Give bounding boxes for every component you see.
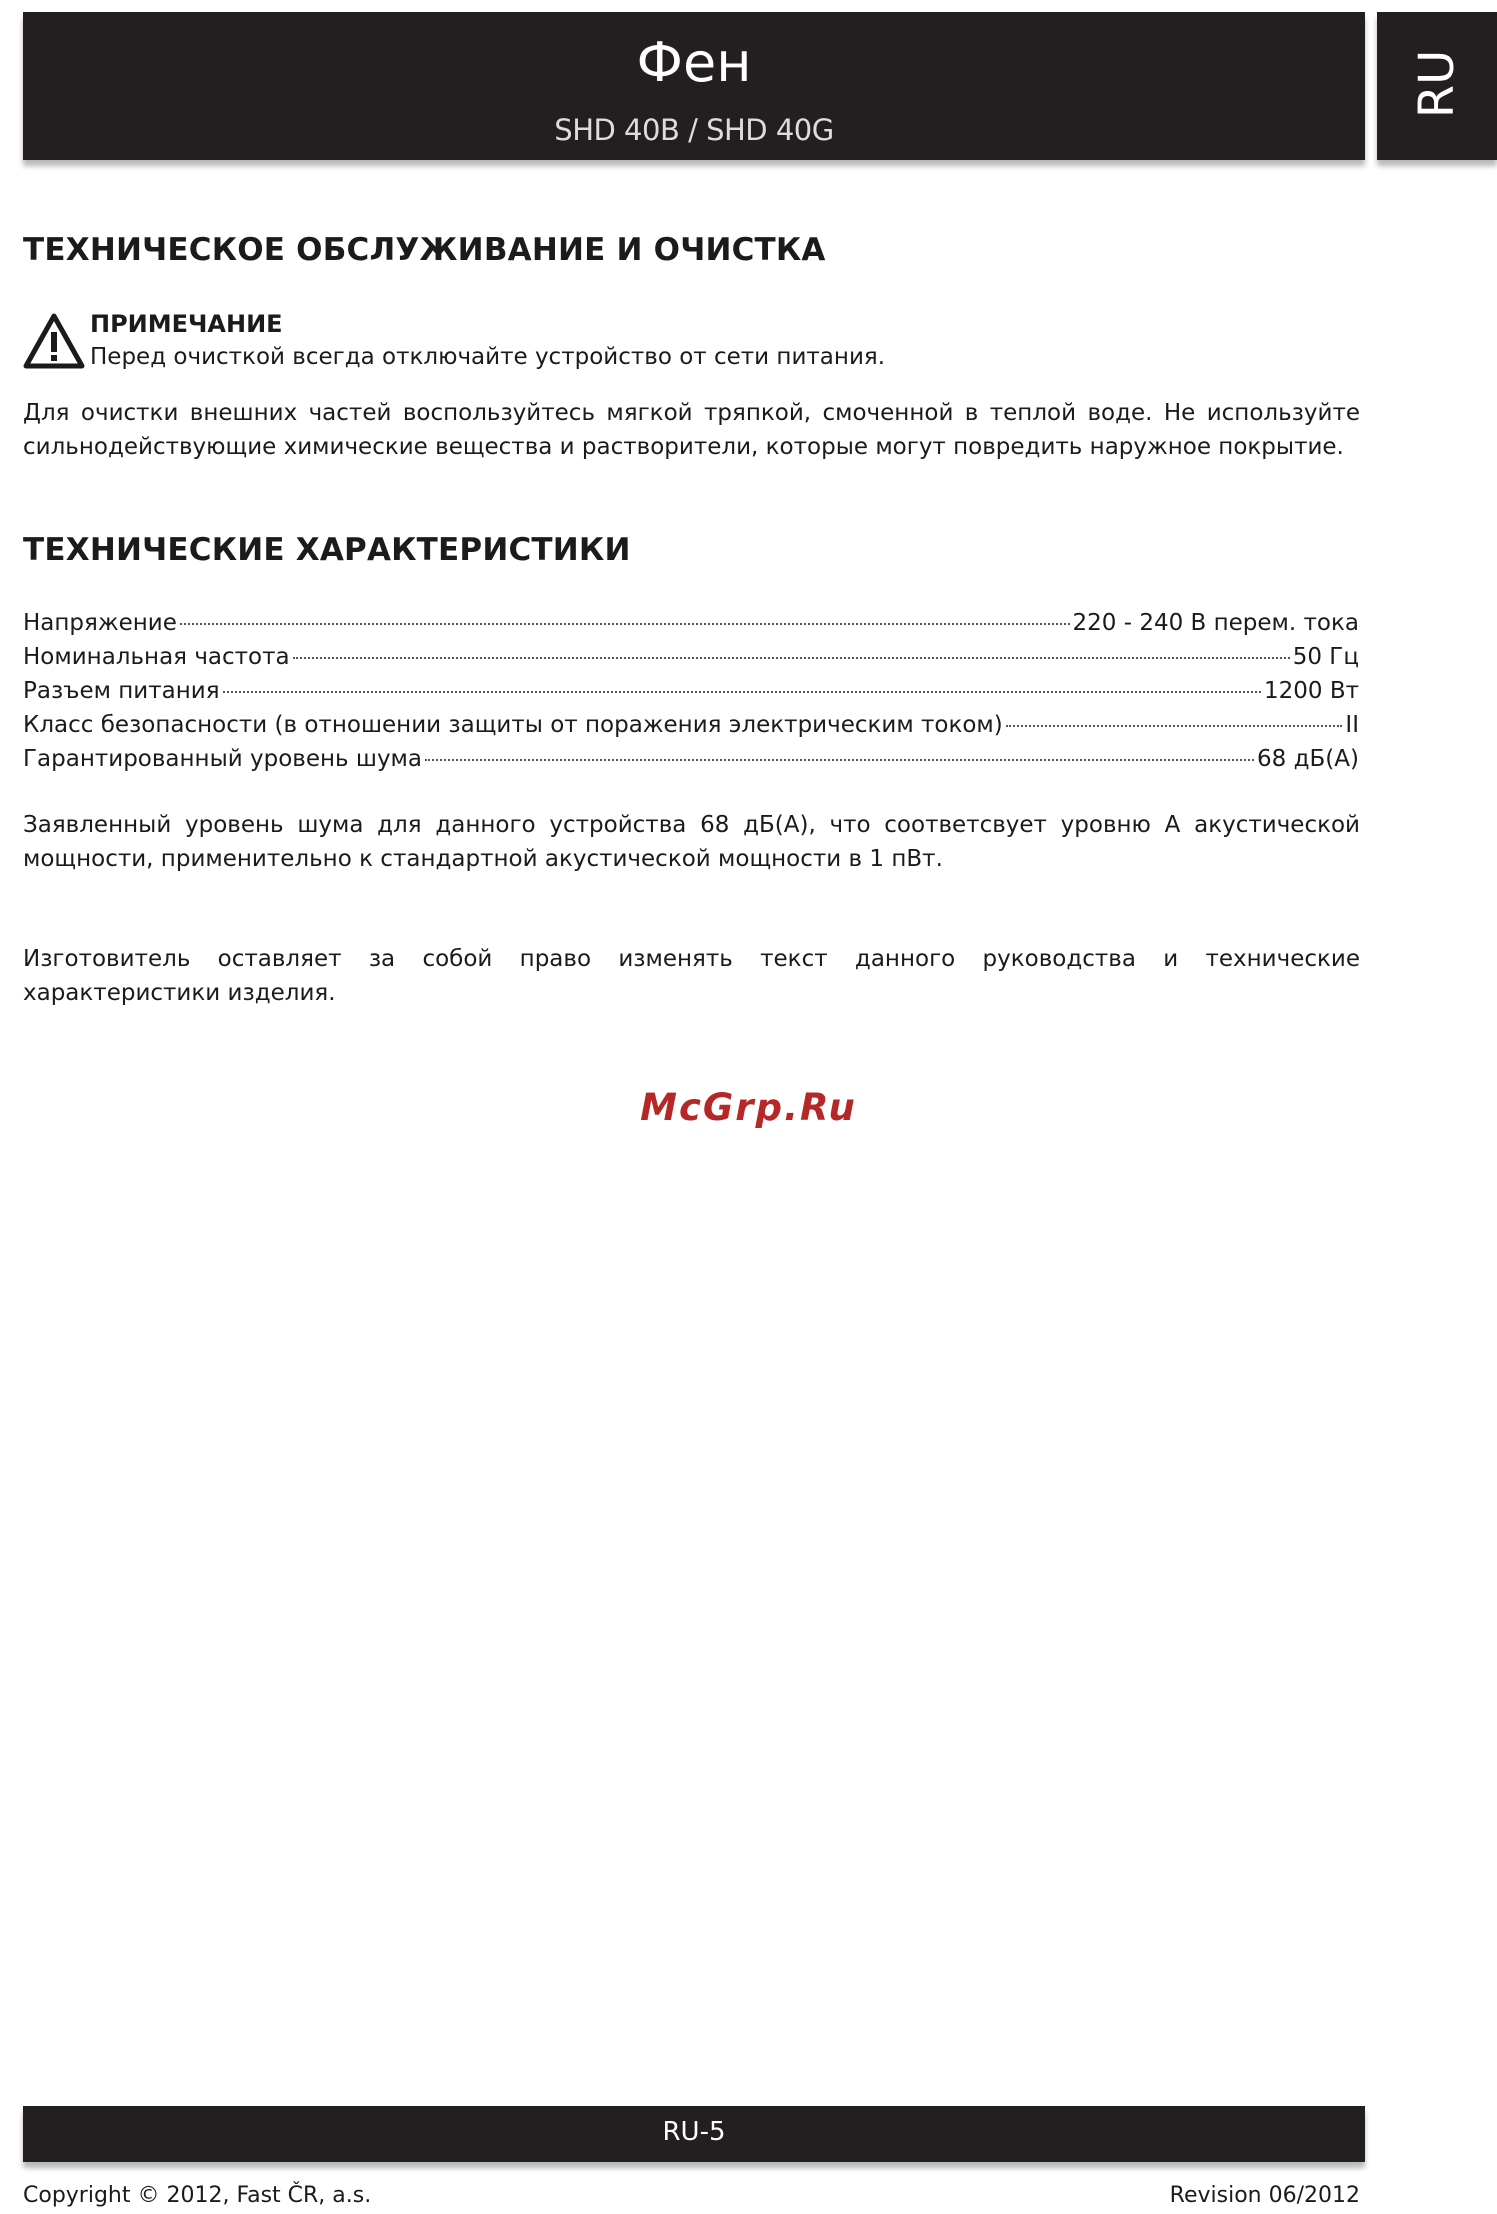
document-title: Фен (636, 31, 752, 94)
cleaning-paragraph: Для очистки внешних частей воспользуйтесь мягкой тряпкой, смоченной в теплой воде. Не используйте сильнодействующие химические вещества и растворители, которые могут повредить наружное покрытие. (23, 400, 1360, 460)
spec-value: II (1345, 712, 1359, 738)
spec-label: Разъем питания (23, 678, 220, 704)
warning-triangle-icon (22, 312, 86, 370)
spec-row-frequency (23, 640, 1359, 674)
spec-value: 1200 Вт (1263, 678, 1359, 704)
spec-row-voltage (23, 606, 1359, 640)
note-title: ПРИМЕЧАНИЕ (90, 310, 283, 338)
dot-leader (425, 759, 1254, 761)
language-label: RU (1409, 49, 1465, 119)
spec-value: 220 - 240 В перем. тока (1072, 610, 1359, 636)
spec-value: 68 дБ(A) (1257, 746, 1359, 772)
watermark: McGrp.Ru (640, 1086, 857, 1129)
spec-label: Номинальная частота (23, 644, 290, 670)
model-subtitle: SHD 40B / SHD 40G (554, 113, 834, 147)
header-bar (23, 12, 1365, 160)
spec-label: Гарантированный уровень шума (23, 746, 423, 772)
language-tab (1377, 12, 1497, 160)
noise-paragraph: Заявленный уровень шума для данного устройства 68 дБ(A), что соответсвует уровню A акустической мощности, применительно к стандартной акустической мощности в 1 пВт. (23, 812, 1360, 872)
disclaimer-paragraph: Изготовитель оставляет за собой право изменять текст данного руководства и технические характеристики изделия. (23, 946, 1360, 1006)
spec-value: 50 Гц (1292, 644, 1359, 670)
dot-leader (223, 691, 1261, 693)
dot-leader (293, 657, 1290, 659)
copyright: Copyright © 2012, Fast ČR, a.s. (23, 2183, 372, 2208)
spec-label: Класс безопасности (в отношении защиты от поражения электрическим током) (23, 712, 1003, 738)
maintenance-heading: ТЕХНИЧЕСКОЕ ОБСЛУЖИВАНИЕ И ОЧИСТКА (23, 232, 826, 268)
dot-leader (1006, 725, 1343, 727)
page-number: RU-5 (662, 2117, 726, 2147)
specifications-list (23, 606, 1359, 776)
spec-row-safety-class (23, 708, 1359, 742)
spec-label: Напряжение (23, 610, 177, 636)
note-text: Перед очисткой всегда отключайте устройство от сети питания. (90, 344, 886, 370)
dot-leader (180, 623, 1070, 625)
footer-bar (23, 2106, 1365, 2162)
spec-row-noise (23, 742, 1359, 776)
revision: Revision 06/2012 (1169, 2183, 1360, 2208)
specifications-heading: ТЕХНИЧЕСКИЕ ХАРАКТЕРИСТИКИ (23, 532, 631, 568)
spec-row-power (23, 674, 1359, 708)
